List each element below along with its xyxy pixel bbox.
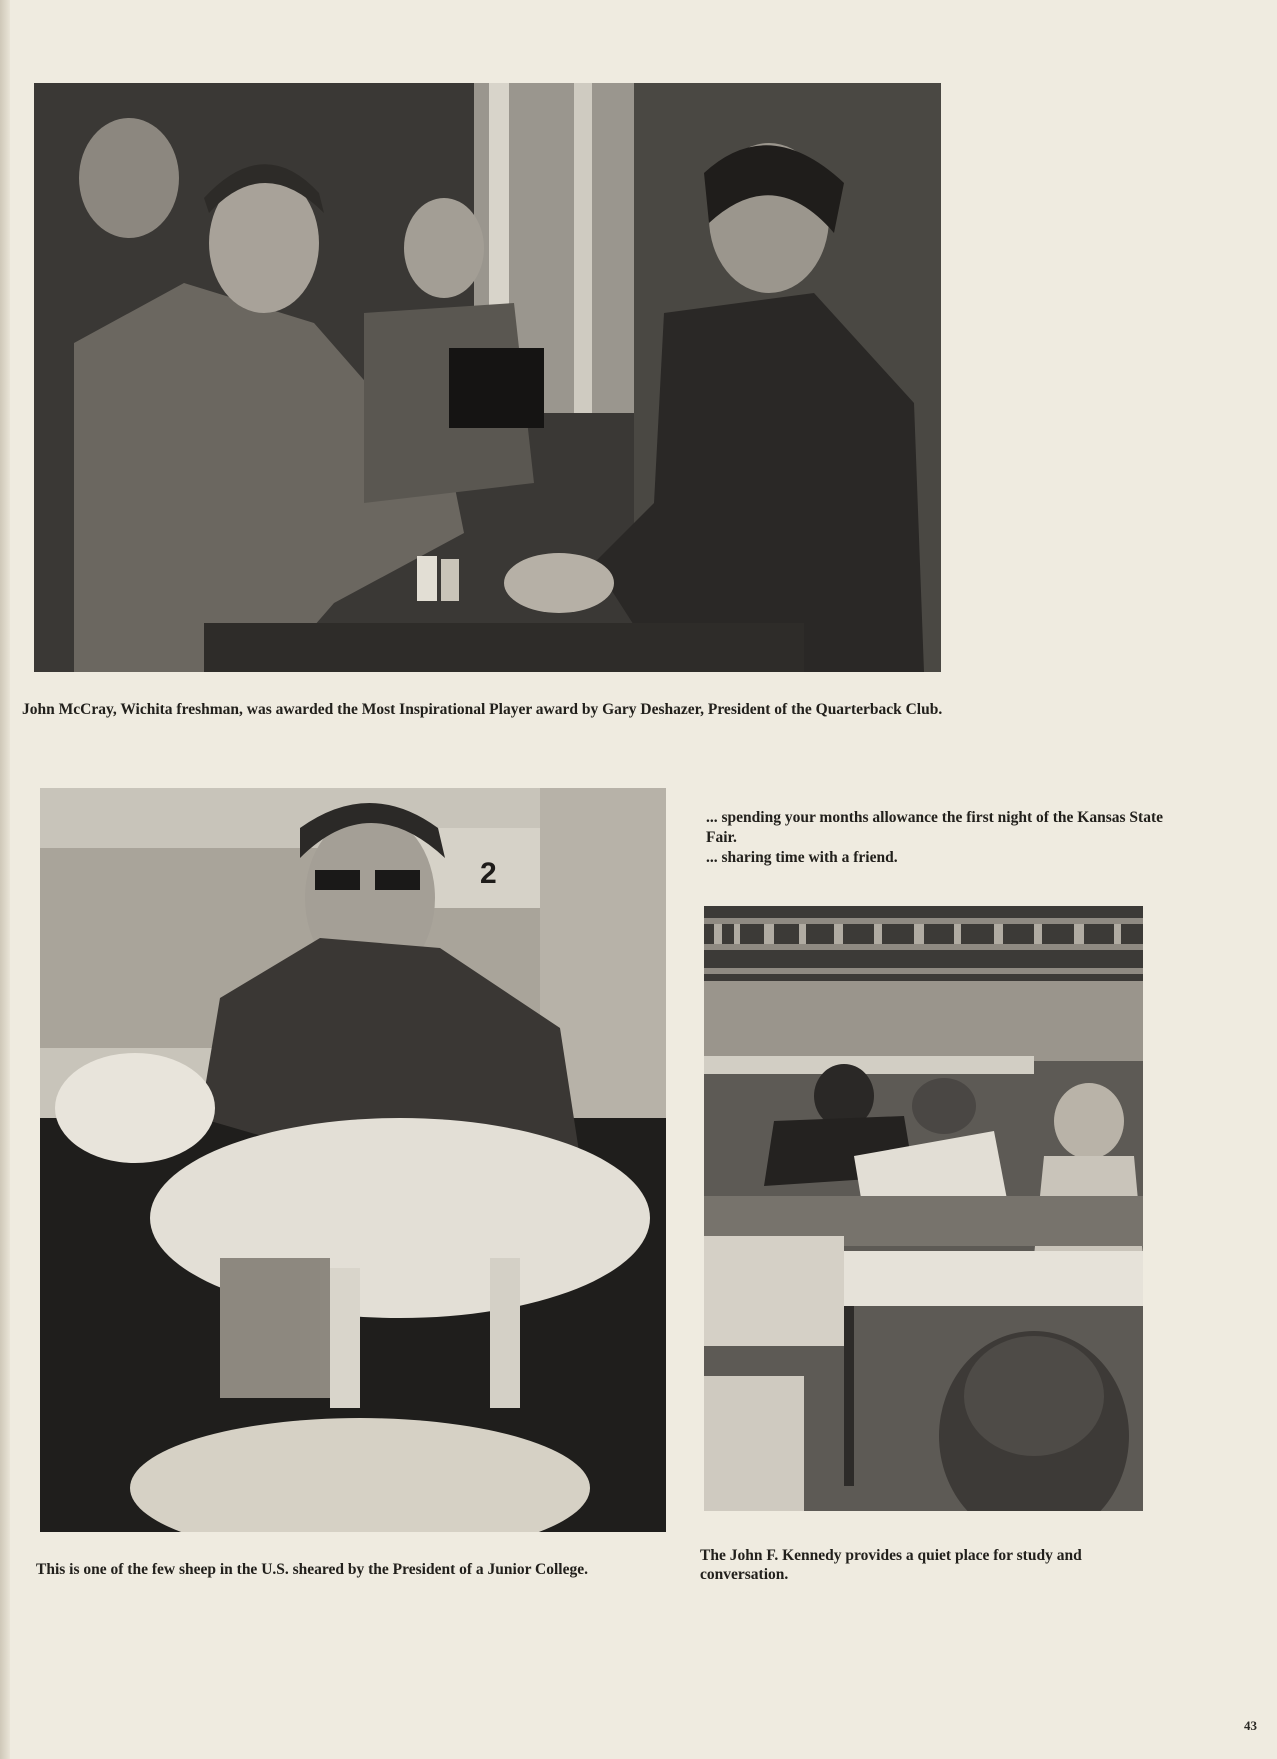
sheep-photo-illustration [40,788,666,1532]
award-photo-caption: John McCray, Wichita freshman, was awarded the Most Inspirational Player award by Gary Deshazer, President of the Quarterback Club. [22,701,943,718]
fair-caption-line-1: ... spending your months allowance the first night of the Kansas State Fair. [706,809,1164,846]
sheep-shearing-photo [40,788,666,1532]
page-number: 43 [1244,1718,1257,1733]
page-binding-edge [0,0,10,1759]
award-photo-illustration [34,83,941,672]
fair-caption-line-2: ... sharing time with a friend. [706,849,898,866]
library-photo-caption: The John F. Kennedy provides a quiet place for study and conversation. [700,1547,1082,1583]
library-study-photo [704,906,1143,1511]
award-handshake-photo [34,83,941,672]
fair-caption [706,808,1176,868]
library-photo-illustration [704,906,1143,1511]
sheep-photo-caption: This is one of the few sheep in the U.S. sheared by the President of a Junior College. [36,1561,588,1578]
pen-number-marking: 2 [480,857,497,890]
